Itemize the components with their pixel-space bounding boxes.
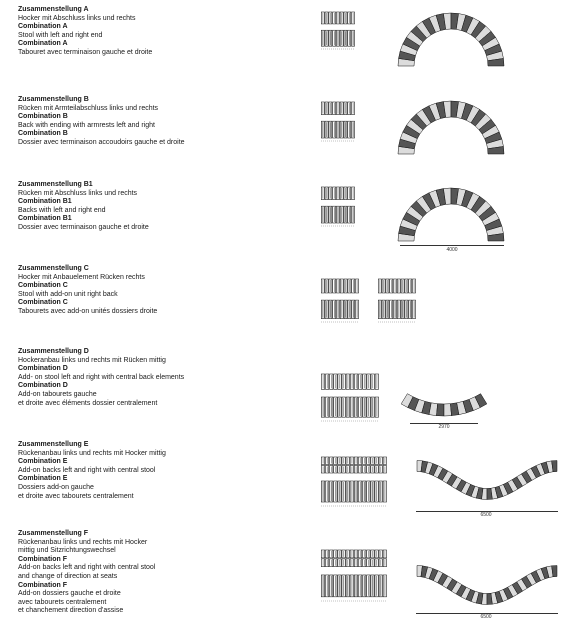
entry-d-title-en: Combination D bbox=[18, 365, 68, 373]
entry-d-module-diagram bbox=[321, 374, 379, 422]
entry-b-title-de: Zusammenstellung B bbox=[18, 96, 89, 103]
entry-f-desc-de-2: mittig und Sitzrichtungswechsel bbox=[18, 547, 116, 555]
entry-b1-desc-en: Backs with left and right end bbox=[18, 206, 106, 214]
entry-b-desc-de: Rücken mit Armteilabschluss links und rechts bbox=[18, 104, 159, 112]
entry-b-module-diagram bbox=[321, 102, 355, 142]
entry-d-desc-fr-1: Add-on tabourets gauche bbox=[18, 390, 97, 398]
entry-f-title-de: Zusammenstellung F bbox=[18, 530, 89, 537]
entry-e-text bbox=[18, 441, 308, 501]
entry-f-dimension-label: 6500 bbox=[480, 614, 492, 620]
entry-b-desc-en: Back with ending with armrests left and right bbox=[18, 121, 155, 129]
entry-f-title-en: Combination F bbox=[18, 555, 67, 563]
entry-b1-desc-de: Rücken mit Abschluss links und rechts bbox=[18, 189, 138, 197]
entry-e-desc-fr-1: Dossiers add-on gauche bbox=[18, 483, 94, 491]
entry-d-desc-fr-2: et droite avec éléments dossier centralement bbox=[18, 399, 158, 407]
entry-e bbox=[18, 441, 558, 521]
entry-c bbox=[18, 265, 558, 335]
entry-d-arc-diagram bbox=[406, 378, 482, 418]
entry-f-desc-fr-2: avec tabourets centralement bbox=[18, 598, 107, 606]
entry-c-text bbox=[18, 265, 308, 317]
entry-b-arc-diagram bbox=[396, 98, 506, 156]
entry-a bbox=[18, 6, 558, 86]
entry-e-dimension-label: 6500 bbox=[480, 512, 492, 518]
entry-b1 bbox=[18, 181, 558, 261]
entry-b1-arc-diagram bbox=[396, 185, 506, 243]
entry-a-desc-fr: Tabouret avec terminaison gauche et droite bbox=[18, 48, 153, 56]
entry-f-text bbox=[18, 530, 308, 616]
entry-d-text bbox=[18, 348, 308, 408]
entry-f-title-fr: Combination F bbox=[18, 581, 67, 589]
entry-b bbox=[18, 96, 558, 176]
entry-a-title-de: Zusammenstellung A bbox=[18, 6, 89, 13]
entry-e-desc-fr-2: et droite avec tabourets centralement bbox=[18, 492, 134, 500]
entry-d bbox=[18, 348, 558, 433]
entry-d-title-de: Zusammenstellung D bbox=[18, 348, 89, 355]
entry-c-desc-fr: Tabourets avec add-on unités dossiers droite bbox=[18, 307, 158, 315]
entry-c-title-de: Zusammenstellung C bbox=[18, 265, 89, 272]
entry-a-module-diagram bbox=[321, 12, 355, 50]
entry-a-desc-en: Stool with left and right end bbox=[18, 31, 103, 39]
entry-f-desc-en-1: Add-on backs left and right with central stool bbox=[18, 564, 156, 572]
entry-b1-title-de: Zusammenstellung B1 bbox=[18, 181, 93, 188]
entry-c-desc-de: Hocker mit Anbauelement Rücken rechts bbox=[18, 273, 145, 281]
entry-b1-dimension-label: 4000 bbox=[446, 247, 458, 253]
entry-e-desc-en: Add-on backs left and right with central stool bbox=[18, 466, 156, 474]
entry-f-desc-fr-1: Add-on dossiers gauche et droite bbox=[18, 590, 121, 598]
entry-e-title-fr: Combination E bbox=[18, 475, 68, 483]
entry-c-module-diagram-left bbox=[321, 279, 359, 323]
entry-e-desc-de: Rückenanbau links und rechts mit Hocker mittig bbox=[18, 449, 166, 457]
entry-e-title-en: Combination E bbox=[18, 458, 68, 466]
entry-f-desc-fr-3: et chanchement direction d'assise bbox=[18, 607, 124, 615]
entry-b1-title-fr: Combination B1 bbox=[18, 215, 72, 223]
entry-f-module-diagram bbox=[321, 550, 387, 602]
entry-f bbox=[18, 530, 558, 640]
entry-f-arc-diagram bbox=[413, 560, 561, 610]
entry-d-desc-de: Hockeranbau links und rechts mit Rücken mittig bbox=[18, 356, 166, 364]
entry-d-desc-en: Add- on stool left and right with central back elements bbox=[18, 373, 185, 381]
entry-b-text bbox=[18, 96, 308, 148]
entry-b1-title-en: Combination B1 bbox=[18, 198, 72, 206]
entry-e-title-de: Zusammenstellung E bbox=[18, 441, 89, 448]
entry-c-module-diagram-right bbox=[378, 279, 416, 323]
entry-c-title-en: Combination C bbox=[18, 282, 68, 290]
entry-b1-text bbox=[18, 181, 308, 233]
entry-e-module-diagram bbox=[321, 457, 387, 507]
entry-a-arc-diagram bbox=[396, 10, 506, 68]
entry-b-desc-fr: Dossier avec terminaison accoudoirs gauche et droite bbox=[18, 138, 185, 146]
entry-a-title-fr: Combination A bbox=[18, 40, 68, 48]
entry-b-title-fr: Combination B bbox=[18, 130, 68, 138]
entry-f-desc-de-1: Rückenanbau links und rechts mit Hocker bbox=[18, 538, 148, 546]
entry-e-arc-diagram bbox=[413, 455, 561, 505]
entry-a-text bbox=[18, 6, 308, 58]
entry-b1-desc-fr: Dossier avec terminaison gauche et droite bbox=[18, 223, 149, 231]
entry-a-title-en: Combination A bbox=[18, 23, 68, 31]
entry-c-desc-en: Stool with add-on unit right back bbox=[18, 290, 118, 298]
entry-a-desc-de: Hocker mit Abschluss links und rechts bbox=[18, 14, 136, 22]
entry-b1-dimension-line bbox=[400, 245, 504, 246]
entry-d-dimension-label: 2970 bbox=[438, 424, 450, 430]
entry-f-desc-en-2: and change of direction at seats bbox=[18, 572, 118, 580]
arc-segment bbox=[436, 404, 444, 416]
entry-d-title-fr: Combination D bbox=[18, 382, 68, 390]
entry-c-title-fr: Combination C bbox=[18, 299, 68, 307]
entry-b-title-en: Combination B bbox=[18, 113, 68, 121]
entry-b1-module-diagram bbox=[321, 187, 355, 227]
